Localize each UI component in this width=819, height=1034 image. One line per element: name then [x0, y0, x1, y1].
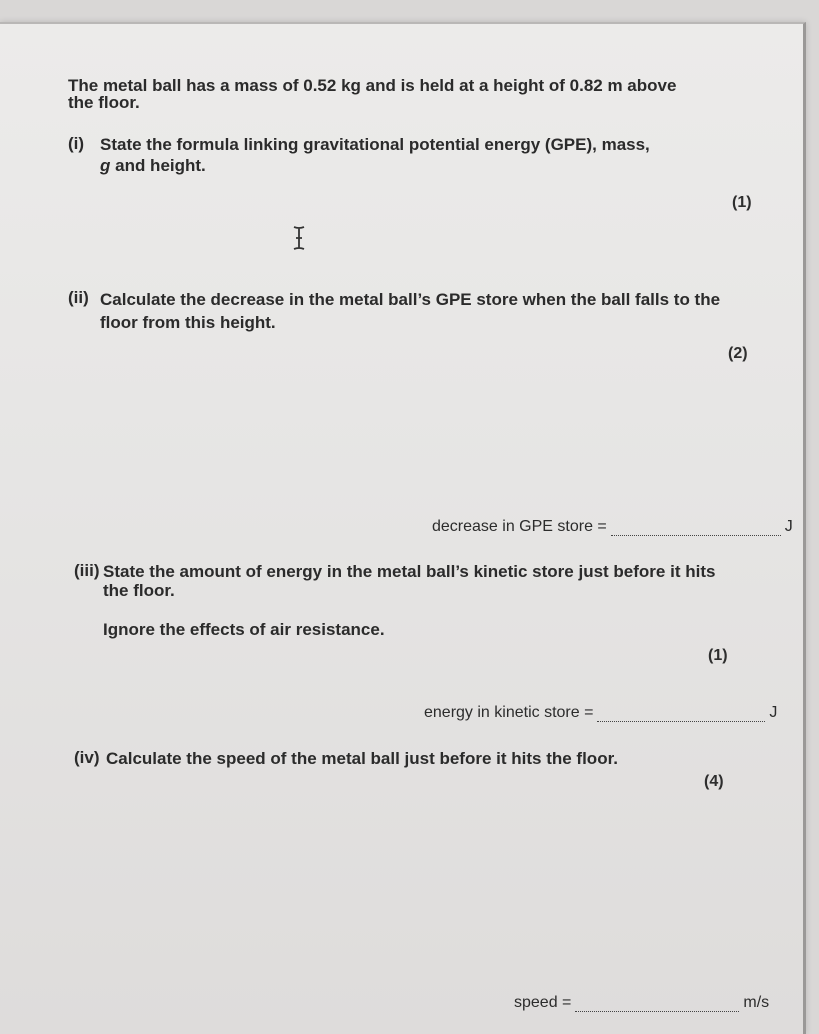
question-ii-marks: (2): [728, 345, 748, 362]
kinetic-answer-unit: J: [769, 704, 778, 721]
speed-answer-label: speed =: [514, 994, 572, 1011]
question-iv-line-1: Calculate the speed of the metal ball just before it hits the floor.: [106, 749, 618, 768]
gpe-answer-label: decrease in GPE store =: [432, 518, 607, 535]
question-iii-line-3: Ignore the effects of air resistance.: [103, 620, 385, 639]
question-iii-number: (iii): [74, 561, 100, 580]
kinetic-answer-label: energy in kinetic store =: [424, 704, 594, 721]
text-cursor-icon: [292, 225, 306, 251]
question-iii-line-1: State the amount of energy in the metal ball’s kinetic store just before it hits: [103, 562, 716, 581]
kinetic-answer-line[interactable]: [597, 707, 765, 722]
question-iii-line-2: the floor.: [103, 581, 175, 600]
exam-page: [0, 22, 806, 1034]
gpe-answer-line[interactable]: [611, 521, 781, 536]
question-ii-line-1: Calculate the decrease in the metal ball’s GPE store when the ball falls to the: [100, 290, 721, 309]
intro-line-1: The metal ball has a mass of 0.52 kg and is held at a height of 0.82 m above: [68, 76, 677, 95]
g-variable: g: [100, 156, 111, 175]
speed-answer-row: [514, 994, 769, 1012]
kinetic-answer-row: [424, 704, 777, 722]
question-i-line-1: State the formula linking gravitational potential energy (GPE), mass,: [100, 135, 650, 154]
question-iv-marks: (4): [704, 773, 724, 790]
gpe-answer-row: [432, 518, 793, 536]
question-ii-line-2: floor from this height.: [100, 313, 276, 332]
question-i-line-2: [100, 155, 206, 177]
question-iii-marks: (1): [708, 647, 728, 664]
question-ii-number: (ii): [68, 288, 89, 307]
question-i-marks: (1): [732, 194, 752, 211]
question-iv-number: (iv): [74, 748, 100, 767]
question-i-number: (i): [68, 134, 85, 153]
question-i-line-2-rest: and height.: [110, 156, 206, 175]
gpe-answer-unit: J: [784, 518, 793, 535]
intro-line-2: the floor.: [68, 93, 140, 112]
speed-answer-line[interactable]: [575, 997, 739, 1012]
speed-answer-unit: m/s: [743, 994, 770, 1011]
